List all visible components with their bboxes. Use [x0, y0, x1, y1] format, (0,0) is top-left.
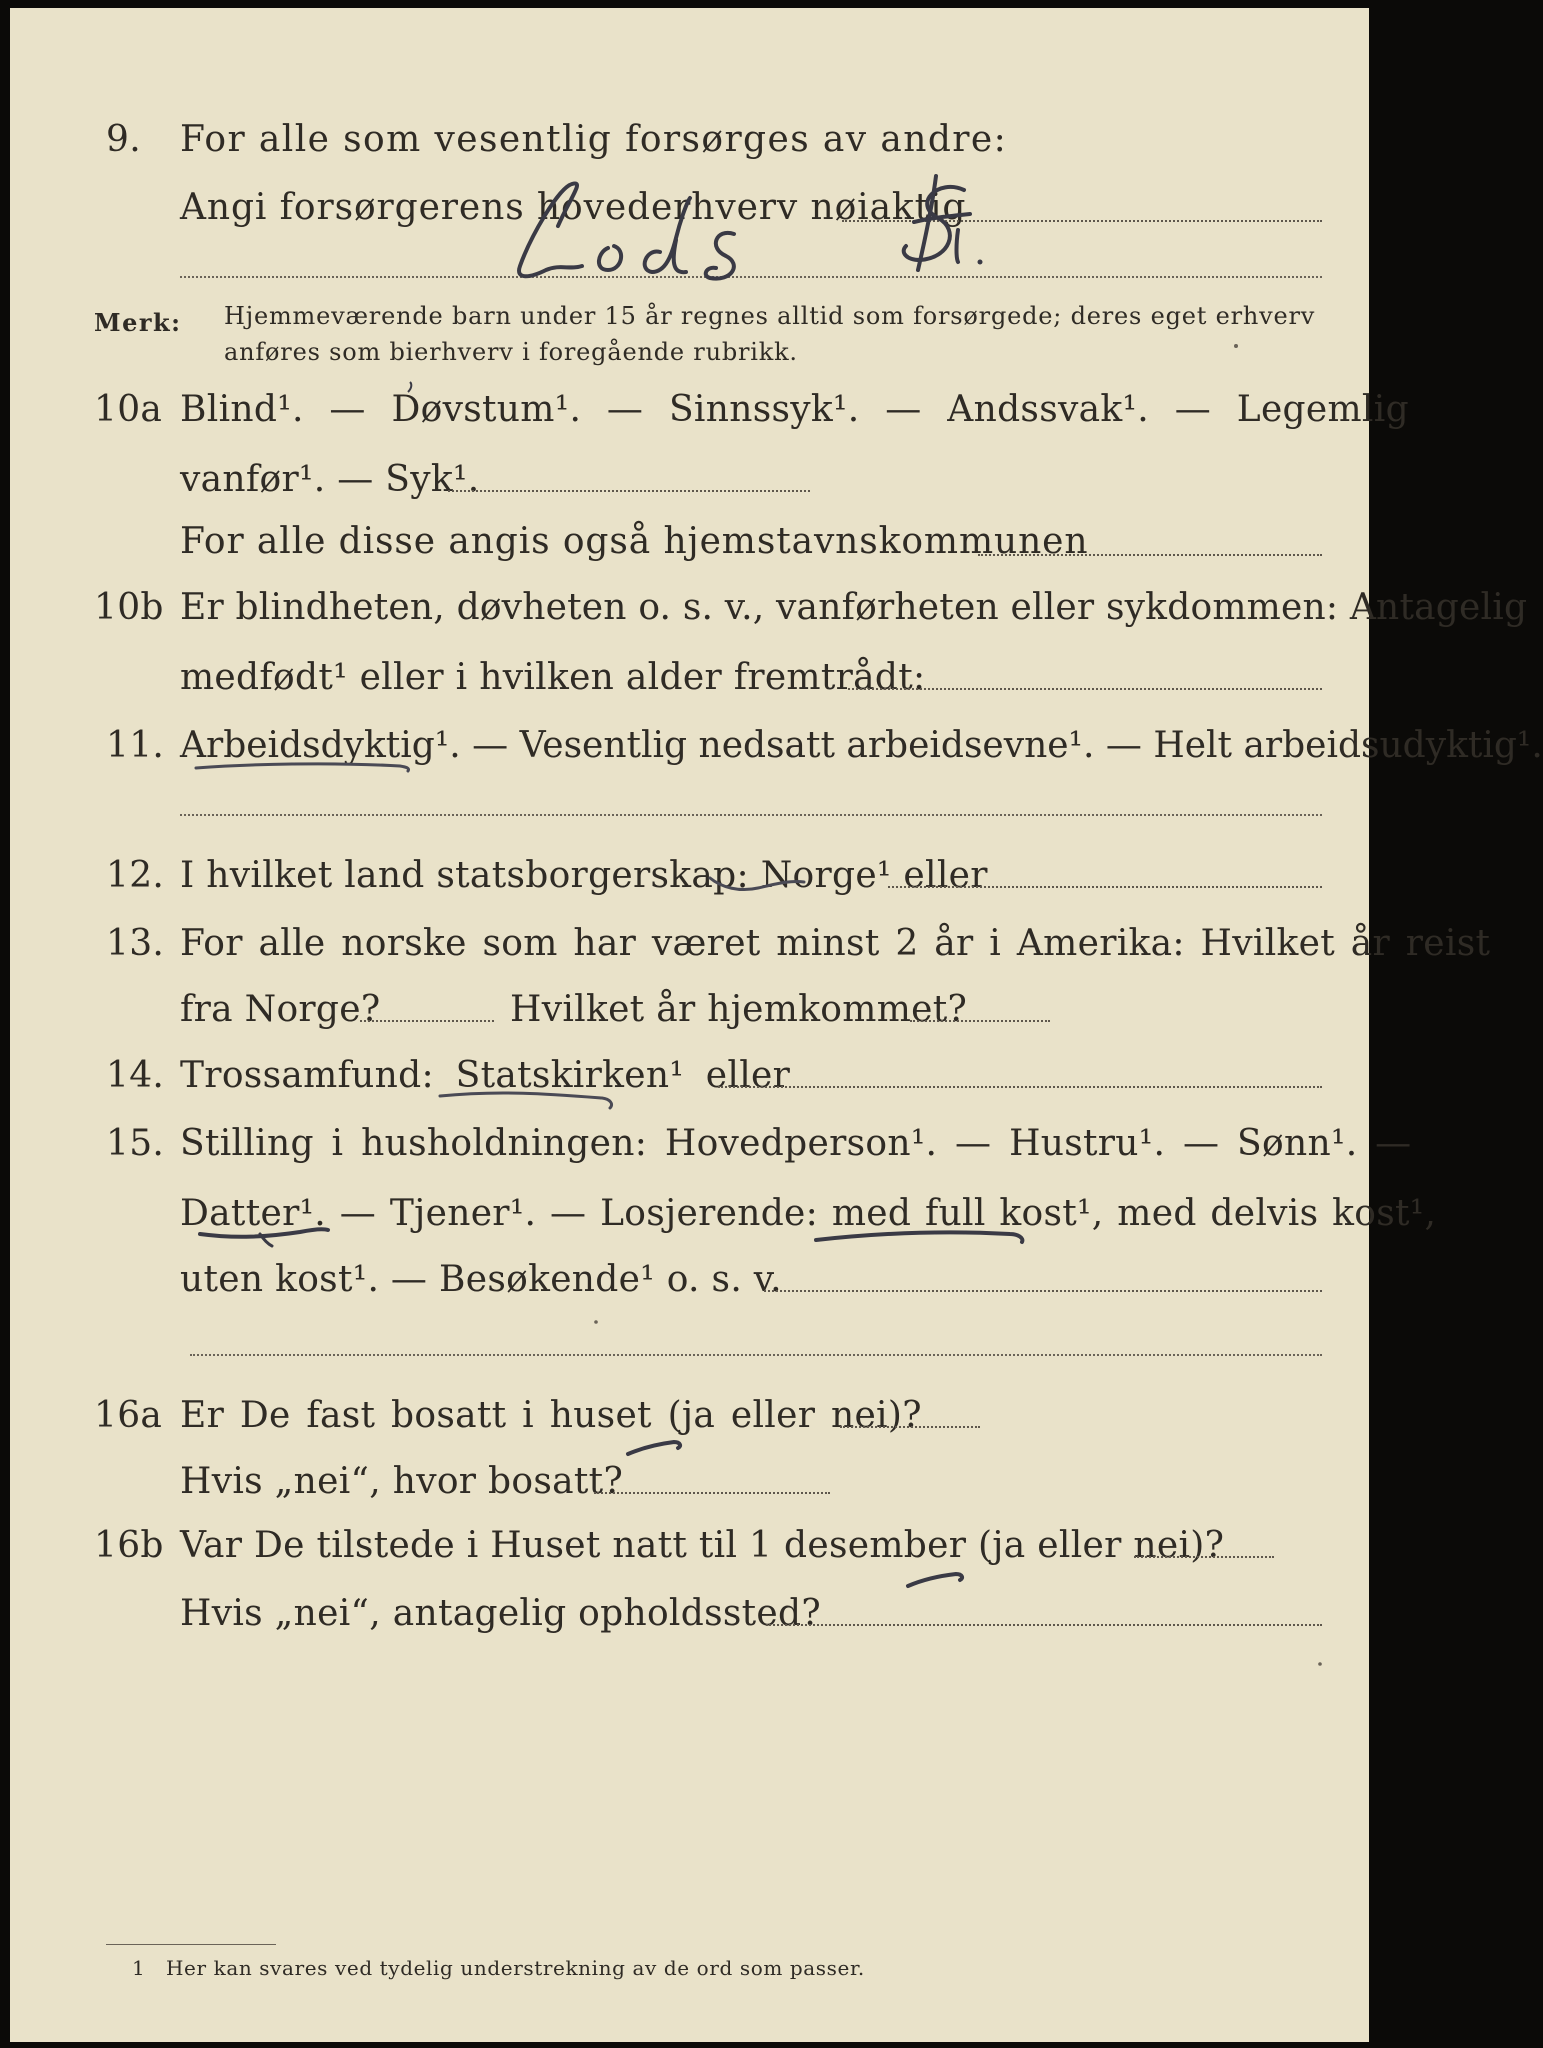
dash-answer-q16b: [908, 1574, 962, 1586]
underline-med-full-kost: [816, 1232, 1022, 1242]
q14-line1: Trossamfund: Statskirken¹ eller: [180, 1055, 791, 1096]
q10a-line3: For alle disse angis også hjemstavnskommunen: [180, 521, 1089, 562]
q11-line1: Arbeidsdyktig¹. — Vesentlig nedsatt arbeidsevne¹. — Helt arbeidsudyktig¹.: [180, 725, 1543, 766]
q10b-number: 10b: [94, 587, 164, 628]
q15-number: 15.: [106, 1123, 165, 1164]
q15-line3: uten kost¹. — Besøkende¹ o. s. v.: [180, 1259, 782, 1300]
underline-norge: [710, 878, 804, 890]
q9-number: 9.: [106, 119, 141, 160]
q12-line1: I hvilket land statsborgerskap: Norge¹ eller: [180, 855, 988, 896]
q12-number: 12.: [106, 855, 165, 896]
q13-line1: For alle norske som har været minst 2 år i Amerika: Hvilket år reist: [180, 923, 1491, 964]
q14-number: 14.: [106, 1055, 165, 1096]
handwritten-answer-q9: [519, 176, 982, 279]
paper-speck: [594, 1320, 598, 1324]
paper-speck: [1234, 344, 1238, 348]
paper-speck: [1318, 1662, 1322, 1666]
q16a-line2: Hvis „nei“, hvor bosatt?: [180, 1461, 624, 1502]
q16b-line2: Hvis „nei“, antagelig opholdssted?: [180, 1593, 821, 1634]
dash-answer-q16a: [628, 1442, 680, 1454]
underline-datter: [200, 1229, 328, 1237]
q10a-line2: vanfør¹. — Syk¹.: [180, 459, 480, 500]
pen-comma-mark: [408, 382, 411, 392]
merk-line2: anføres som bierhverv i foregående rubrikk.: [224, 338, 798, 366]
q16b-line1: Var De tilstede i Huset natt til 1 desember (ja eller nei)?: [180, 1525, 1225, 1566]
handwriting-overlay: [10, 8, 1369, 2042]
q15-line2: Datter¹. — Tjener¹. — Losjerende: med full kost¹, med delvis kost¹,: [180, 1193, 1437, 1234]
q9-line2: Angi forsørgerens hovederhverv nøiaktig: [180, 187, 967, 228]
q10a-line1: Blind¹. — Døvstum¹. — Sinnssyk¹. — Andssvak¹. — Legemlig: [180, 389, 1409, 430]
q10a-number: 10a: [94, 389, 163, 430]
q13-line2b: Hvilket år hjemkommet?: [510, 989, 968, 1030]
footnote-mark: 1: [132, 1956, 146, 1980]
q9-line1: For alle som vesentlig forsørges av andre:: [180, 119, 1008, 160]
q16a-number: 16a: [94, 1395, 163, 1436]
q10b-line2: medfødt¹ eller i hvilken alder fremtrådt:: [180, 657, 926, 698]
underline-statskirken: [440, 1093, 612, 1108]
footnote-text: Her kan svares ved tydelig understrekning av de ord som passer.: [166, 1956, 865, 1980]
merk-label: Merk:: [94, 308, 182, 337]
merk-line1: Hjemmeværende barn under 15 år regnes alltid som forsørgede; deres eget erhverv: [224, 302, 1316, 330]
q13-line2a: fra Norge?: [180, 989, 381, 1030]
q16a-line1: Er De fast bosatt i huset (ja eller nei)?: [180, 1395, 922, 1436]
q10b-line1: Er blindheten, døvheten o. s. v., vanførheten eller sykdommen: Antagelig: [180, 587, 1528, 628]
q11-number: 11.: [106, 725, 165, 766]
q16b-number: 16b: [94, 1525, 164, 1566]
underline-arbeidsdyktig: [196, 764, 409, 771]
q15-line1: Stilling i husholdningen: Hovedperson¹. — Hustru¹. — Sønn¹. —: [180, 1123, 1412, 1164]
census-form-page: [10, 8, 1543, 2042]
q13-number: 13.: [106, 923, 165, 964]
